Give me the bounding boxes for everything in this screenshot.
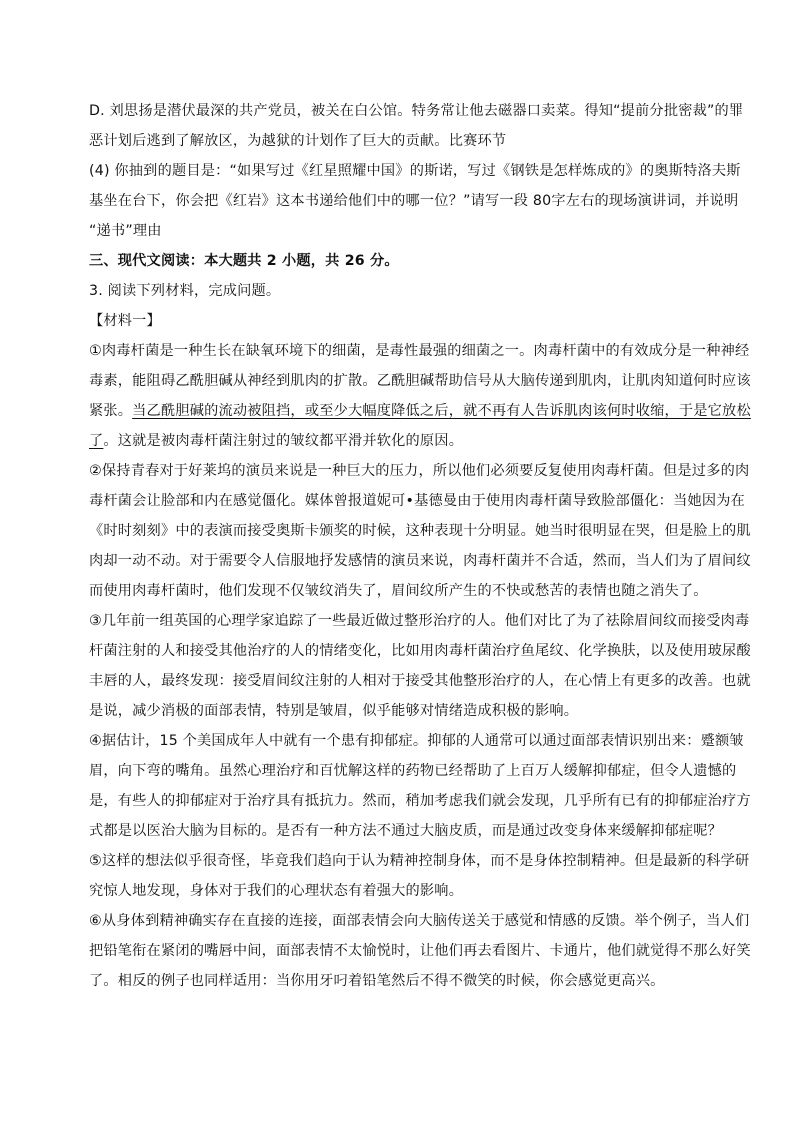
paragraph-1-line-4 bbox=[89, 426, 707, 456]
paragraph-6-line-3: 了。相反的例子也同样适用：当你用牙叼着铅笔然后不得不微笑的时候，你会感觉更高兴。 bbox=[89, 973, 665, 989]
paragraph-2-line-2: 毒杆菌会让脸部和内在感觉僵化。媒体曾报道妮可•基德曼由于使用肉毒杆菌导致脸部僵化：当她因为在 bbox=[89, 493, 746, 509]
paragraph-4-line-4: 式都是以医治大脑为目标的。是否有一种方法不通过大脑皮质，而是通过改变身体来缓解抑郁症呢？ bbox=[89, 823, 723, 839]
paragraph-4-line-3: 是，有些人的抑郁症对于治疗具有抵抗力。然而，稍加考虑我们就会发现，几乎所有已有的抑郁症治疗方 bbox=[89, 793, 751, 809]
question-3-instruction: 3. 阅读下列材料，完成问题。 bbox=[89, 283, 281, 299]
question-4-line-2: 基坐在台下，你会把《红岩》这本书递给他们中的哪一位？”请写一段 80字左右的现场演讲词，并说明 bbox=[89, 193, 739, 209]
paragraph-6-line-2: 把铅笔衔在紧闭的嘴唇中间，面部表情不太愉悦时，让他们再去看图片、卡通片，他们就觉得不那么好笑 bbox=[89, 943, 751, 959]
paragraph-1-line-3-prefix: 紧张。 bbox=[89, 403, 133, 419]
option-d-line-1: D. 刘思扬是潜伏最深的共产党员，被关在白公馆。特务常让他去磁器口卖菜。得知“提前分批密裁”的罪 bbox=[89, 103, 744, 119]
section-heading: 三、现代文阅读：本大题共 2 小题，共 26 分。 bbox=[89, 253, 399, 269]
paragraph-2-line-4: 肉却一动不动。对于需要令人信服地抒发感情的演员来说，肉毒杆菌并不合适，然而，当人们为了眉间纹 bbox=[89, 553, 751, 569]
paragraph-4-line-2: 眉，向下弯的嘴角。虽然心理治疗和百忧解这样的药物已经帮助了上百万人缓解抑郁症，但令人遗憾的 bbox=[89, 763, 737, 779]
paragraph-5-line-1: ⑤这样的想法似乎很奇怪，毕竟我们趋向于认为精神控制身体，而不是身体控制精神。但是最新的科学研 bbox=[89, 853, 750, 869]
underlined-sentence-part-1: 当乙酰胆碱的流动被阻挡，或至少大幅度降低之后，就不再有人告诉肌肉该何时收缩，于是它放松 bbox=[132, 403, 751, 419]
paragraph-3-line-3: 丰唇的人，最终发现：接受眉间纹注射的人相对于接受其他整形治疗的人，在心情上有更多的改善。也就 bbox=[89, 673, 751, 689]
paragraph-2-line-5: 而使用肉毒杆菌时，他们发现不仅皱纹消失了，眉间纹所产生的不快或愁苦的表情也随之消失了。 bbox=[89, 583, 708, 599]
question-4-line-3: “递书”理由 bbox=[89, 223, 162, 239]
paragraph-1-line-1: ①肉毒杆菌是一种生长在缺氧环境下的细菌，是毒性最强的细菌之一。肉毒杆菌中的有效成分是一种神经 bbox=[89, 343, 750, 359]
paragraph-6-line-1: ⑥从身体到精神确实存在直接的连接，面部表情会向大脑传送关于感觉和情感的反馈。举个例子，当人们 bbox=[89, 913, 750, 929]
paragraph-1-line-4-suffix: 。这就是被肉毒杆菌注射过的皱纹都平滑并软化的原因。 bbox=[103, 433, 464, 449]
document-page bbox=[89, 96, 751, 996]
paragraph-3-line-2: 杆菌注射的人和接受其他治疗的人的情绪变化，比如用肉毒杆菌治疗鱼尾纹、化学换肤，以及使用玻尿酸 bbox=[89, 643, 751, 659]
paragraph-2-line-3: 《时时刻刻》中的表演而接受奥斯卡颁奖的时候，这种表现十分明显。她当时很明显在哭，但是脸上的肌 bbox=[89, 523, 751, 539]
paragraph-2-line-1: ②保持青春对于好莱坞的演员来说是一种巨大的压力，所以他们必须要反复使用肉毒杆菌。但是过多的肉 bbox=[89, 463, 750, 479]
paragraph-1-line-3 bbox=[89, 396, 751, 426]
paragraph-3-line-4: 是说，减少消极的面部表情，特别是皱眉，似乎能够对情绪造成积极的影响。 bbox=[89, 703, 579, 719]
underlined-sentence-part-2: 了 bbox=[89, 433, 104, 449]
paragraph-3-line-1: ③几年前一组英国的心理学家追踪了一些最近做过整形治疗的人。他们对比了为了祛除眉间纹而接受肉毒 bbox=[89, 613, 750, 629]
paragraph-5-line-2: 究惊人地发现，身体对于我们的心理状态有着强大的影响。 bbox=[89, 883, 464, 899]
paragraph-4-line-1: ④据估计，15 个美国成年人中就有一个患有抑郁症。抑郁的人通常可以通过面部表情识别出来：蹙额皱 bbox=[89, 733, 744, 749]
material-one-label: 【材料一】 bbox=[89, 313, 161, 329]
paragraph-1-line-2: 毒素，能阻碍乙酰胆碱从神经到肌肉的扩散。乙酰胆碱帮助信号从大脑传递到肌肉，让肌肉知道何时应该 bbox=[89, 373, 751, 389]
option-d-line-2: 恶计划后逃到了解放区，为越狱的计划作了巨大的贡献。比赛环节 bbox=[89, 133, 507, 149]
question-4-line-1: (4) 你抽到的题目是：“如果写过《红星照耀中国》的斯诺，写过《钢铁是怎样炼成的》的奥斯特洛夫斯 bbox=[89, 163, 741, 179]
